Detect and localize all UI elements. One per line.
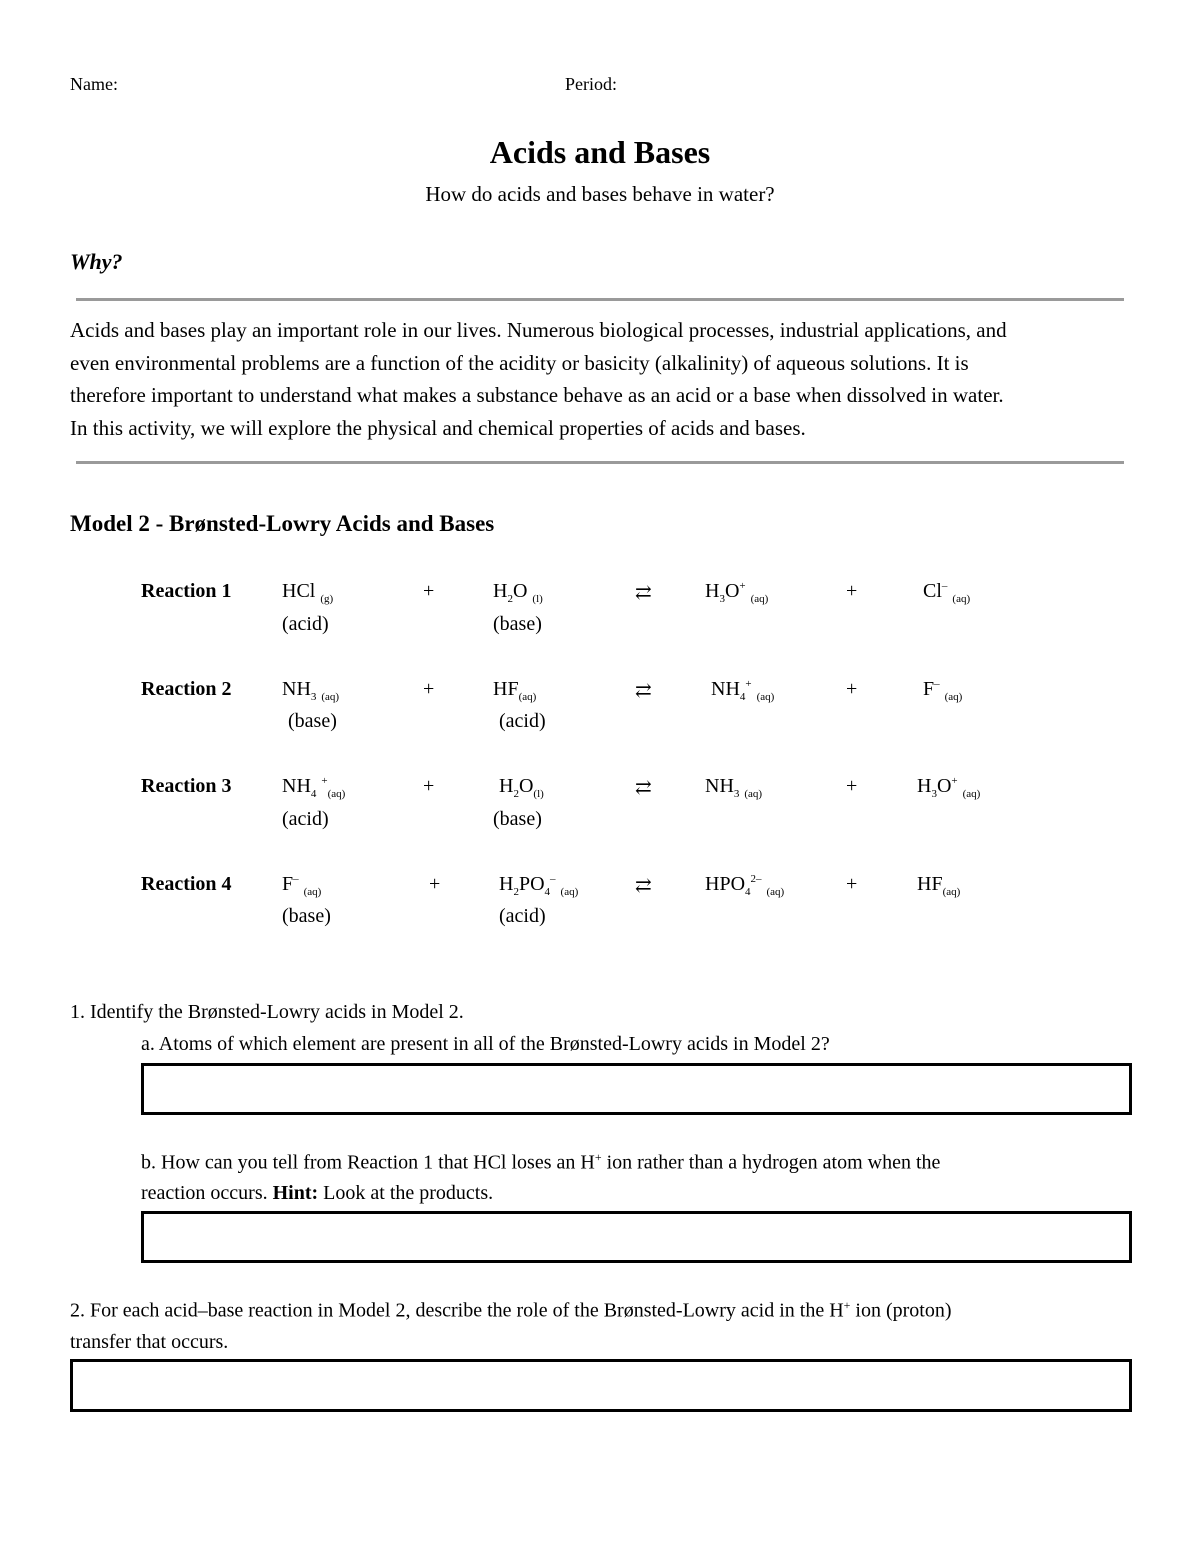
reactant-1-role: (base) [282, 905, 331, 927]
page-subtitle: How do acids and bases behave in water? [425, 182, 775, 206]
bottom-divider [76, 461, 1124, 464]
product-2: Cl– $_{(aq)}$ [923, 580, 971, 605]
equilibrium-arrow: ⇄ [635, 680, 652, 702]
top-divider [76, 298, 1124, 301]
reactant-1: $NH_3$ $_{(aq)}$ [282, 678, 340, 703]
product-1: $HPO_4^{2-}$ $_{(aq)}$ [705, 873, 785, 898]
period-label: Period: [565, 74, 617, 94]
intro-line: In this activity, we will explore the physical and chemical properties of acids and bases. [70, 415, 806, 440]
question-1: 1. Identify the Brønsted-Lowry acids in Model 2. [70, 1001, 464, 1023]
question-2-line-1: 2. For each acid–base reaction in Model 2, describe the role of the Brønsted-Lowry acid in the H+ ion (proton) [70, 1298, 952, 1322]
plus-sign: + [429, 873, 441, 895]
equilibrium-arrow: ⇄ [635, 875, 652, 897]
question-2-line-2: transfer that occurs. [70, 1331, 229, 1353]
intro-line: therefore important to understand what makes a substance behave as an acid or a base when dissolved in water. [70, 383, 1004, 407]
plus-sign: + [423, 580, 435, 602]
reactant-1-role: (base) [288, 710, 337, 732]
reactant-2-role: (acid) [499, 710, 546, 732]
reactant-2: $HF_{(aq)}$ [493, 678, 537, 703]
reaction-label: Reaction 1 [141, 580, 232, 602]
plus-sign: + [423, 678, 435, 700]
plus-sign: + [846, 873, 858, 895]
reactant-1-role: (acid) [282, 613, 329, 635]
reaction-label: Reaction 4 [141, 873, 232, 895]
intro-paragraph [70, 314, 1130, 444]
product-2: F– $_{(aq)}$ [923, 678, 963, 703]
page-title: Acids and Bases [489, 134, 711, 170]
intro-line: Acids and bases play an important role in our lives. Numerous biological processes, industrial applications, and [70, 318, 1007, 342]
equilibrium-arrow: ⇄ [635, 582, 652, 604]
product-2: $H_3O^+$ $_{(aq)}$ [917, 775, 981, 800]
reactant-2: $H_2PO_4^-$ $_{(aq)}$ [499, 873, 579, 898]
reaction-label: Reaction 3 [141, 775, 232, 797]
answer-box-2[interactable] [70, 1359, 1132, 1412]
answer-box-1b[interactable] [141, 1211, 1132, 1263]
plus-sign: + [846, 580, 858, 602]
reactant-1: $NH_4$ +$_{(aq)}$ [282, 775, 346, 800]
equilibrium-arrow: ⇄ [635, 777, 652, 799]
question-1a: a. Atoms of which element are present in all of the Brønsted-Lowry acids in Model 2? [141, 1033, 830, 1055]
plus-sign: + [846, 678, 858, 700]
plus-sign: + [423, 775, 435, 797]
reactant-2-role: (acid) [499, 905, 546, 927]
reactant-1: HCl $_{(g)}$ [282, 580, 334, 605]
intro-line: even environmental problems are a function of the acidity or basicity (alkalinity) of aqueous solutions. It is [70, 350, 969, 375]
product-2: $HF_{(aq)}$ [917, 873, 961, 898]
name-label: Name: [70, 74, 118, 94]
reactant-2-role: (base) [493, 808, 542, 830]
question-1b-line-2: reaction occurs. Hint: Look at the products. [141, 1182, 494, 1204]
answer-box-1a[interactable] [141, 1063, 1132, 1115]
product-1: $NH_3$ $_{(aq)}$ [705, 775, 763, 800]
reactant-1: F– $_{(aq)}$ [282, 873, 322, 898]
model-title: Model 2 - Brønsted-Lowry Acids and Bases [70, 511, 495, 536]
reactant-1-role: (acid) [282, 808, 329, 830]
reactant-2-role: (base) [493, 613, 542, 635]
reaction-label: Reaction 2 [141, 678, 232, 700]
hint-label: Hint: [272, 1182, 319, 1204]
product-1: $H_3O^+$ $_{(aq)}$ [705, 580, 769, 605]
question-1b-line-1: b. How can you tell from Reaction 1 that HCl loses an H+ ion rather than a hydrogen atom when the [141, 1150, 941, 1174]
why-heading: Why? [70, 249, 123, 274]
reactant-2: $H_2O_{(l)}$ [499, 775, 544, 800]
reactant-2: $H_2O$ $_{(l)}$ [493, 580, 543, 605]
product-1: $NH_4^+$ $_{(aq)}$ [711, 678, 775, 703]
plus-sign: + [846, 775, 858, 797]
